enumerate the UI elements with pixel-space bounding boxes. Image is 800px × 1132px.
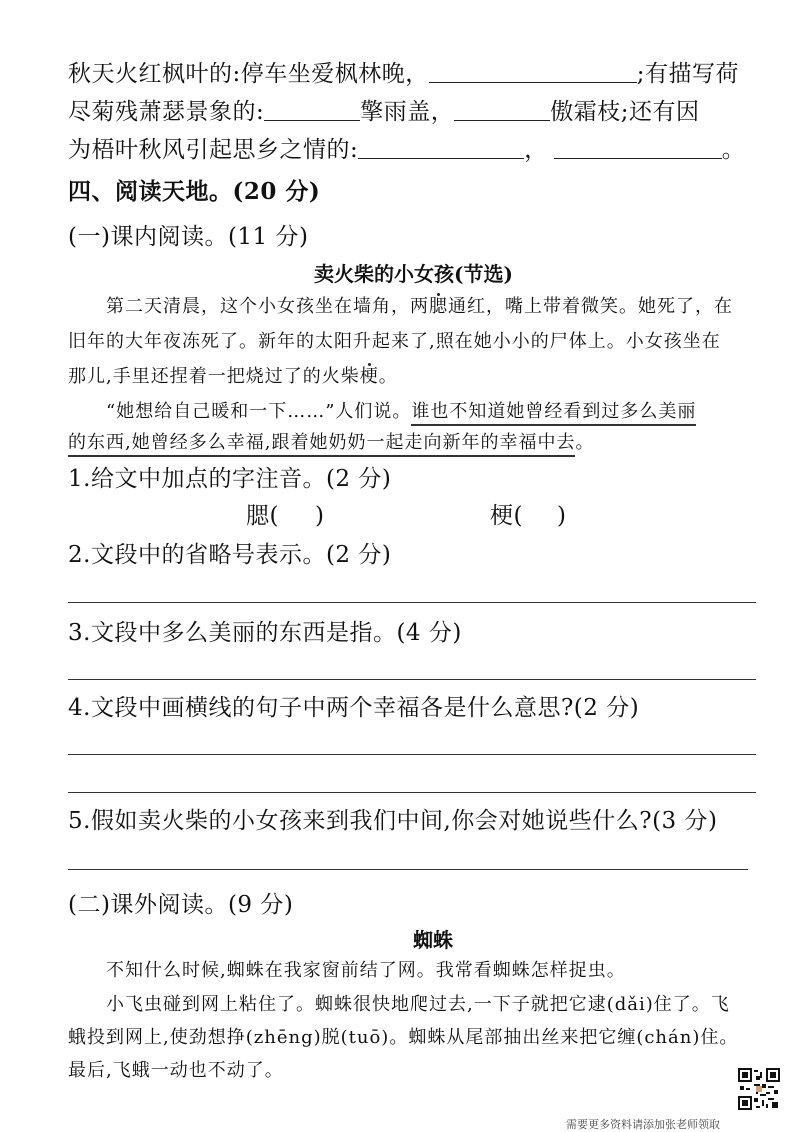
text-segment: 擎雨盖， <box>360 99 455 125</box>
passage-line: 最后,飞蛾一动也不动了。 <box>68 1060 284 1081</box>
text-segment: 傲霜枝;还有因 <box>550 99 700 125</box>
text-segment: 腮( <box>246 503 279 529</box>
answer-line[interactable] <box>68 869 748 870</box>
footer-note: 需要更多资料请添加张老师领取 <box>566 1118 720 1131</box>
question-2: 2.文段中的省略号表示。(2 分) <box>68 542 392 568</box>
blank-2[interactable] <box>264 98 360 121</box>
answer-line[interactable] <box>68 679 756 680</box>
blank-3[interactable] <box>454 98 550 121</box>
text-segment: 第二天清晨，这个小女孩坐在墙角，两 <box>106 296 429 317</box>
blank-1[interactable] <box>429 60 637 83</box>
text-segment: 尽菊残萧瑟景象的: <box>68 99 265 125</box>
passage-line <box>106 298 733 316</box>
text-segment: 为梧叶秋风引起思乡之情的: <box>68 137 359 163</box>
text-segment: ， <box>524 137 548 163</box>
question-3: 3.文段中多么美丽的东西是指。(4 分) <box>68 620 462 646</box>
passage-line <box>68 368 398 386</box>
qr-code-icon <box>738 1068 780 1110</box>
passage-title: 蜘蛛 <box>413 928 453 952</box>
passage-line: 不知什么时候,蜘蛛在我家窗前结了网。我常看蜘蛛怎样捉虫。 <box>106 960 626 981</box>
fill-line-3 <box>68 136 745 162</box>
fill-line-2 <box>68 98 700 124</box>
fill-line-1 <box>68 60 739 86</box>
text-segment: ) <box>556 503 567 529</box>
text-segment: 那儿,手里还捏着一把烧过了的火柴 <box>68 366 360 387</box>
section-heading: 四、阅读天地。(20 分) <box>68 178 321 205</box>
passage-line <box>106 403 696 421</box>
part-heading: (二)课外阅读。(9 分) <box>68 892 294 918</box>
passage-line: 蛾投到网上,使劲想挣(zhēng)脱(tuō)。蜘蛛从尾部抽出丝来把它缠(chán)住。 <box>68 1027 739 1048</box>
question-1: 1.给文中加点的字注音。(2 分) <box>68 466 392 492</box>
passage-title: 卖火柴的小女孩(节选) <box>314 262 513 286</box>
text-segment: “她想给自己暖和一下……”人们说。 <box>106 401 412 422</box>
dotted-char: 腮 <box>429 296 448 317</box>
text-segment: 梗( <box>490 503 523 529</box>
answer-line[interactable] <box>68 602 756 603</box>
part-heading: (一)课内阅读。(11 分) <box>68 224 309 250</box>
text-segment: 秋天火红枫叶的:停车坐爱枫林晚， <box>68 61 429 87</box>
underlined-sentence: 的东西,她曾经多么幸福,跟着她奶奶一起走向新年的幸福中去 <box>68 432 575 457</box>
text-segment: 通红，嘴上带着微笑。她死了，在 <box>448 296 733 317</box>
text-segment: ;有描写荷 <box>636 61 739 87</box>
pinyin-item-2 <box>490 505 566 528</box>
text-segment: 。 <box>721 137 746 163</box>
passage-line <box>68 434 594 452</box>
answer-line[interactable] <box>68 792 756 793</box>
blank-5[interactable] <box>554 136 722 159</box>
answer-line[interactable] <box>68 754 756 755</box>
question-5: 5.假如卖火柴的小女孩来到我们中间,你会对她说些什么?(3 分) <box>68 808 718 834</box>
text-segment: ) <box>314 503 325 529</box>
text-segment: 。 <box>575 432 595 453</box>
text-segment: 。 <box>378 366 398 387</box>
passage-line: 小飞虫碰到网上粘住了。蜘蛛很快地爬过去,一下子就把它逮(dǎi)住了。飞 <box>106 994 730 1015</box>
pinyin-item-1 <box>246 505 324 528</box>
passage-line: 旧年的大年夜冻死了。新年的太阳升起来了,照在她小小的尸体上。小女孩坐在 <box>68 331 721 352</box>
dotted-char: 梗 <box>359 366 379 387</box>
blank-4[interactable] <box>358 136 524 159</box>
question-4: 4.文段中画横线的句子中两个幸福各是什么意思?(2 分) <box>68 695 640 721</box>
underlined-sentence: 谁也不知道她曾经看到过多么美丽 <box>411 401 696 426</box>
